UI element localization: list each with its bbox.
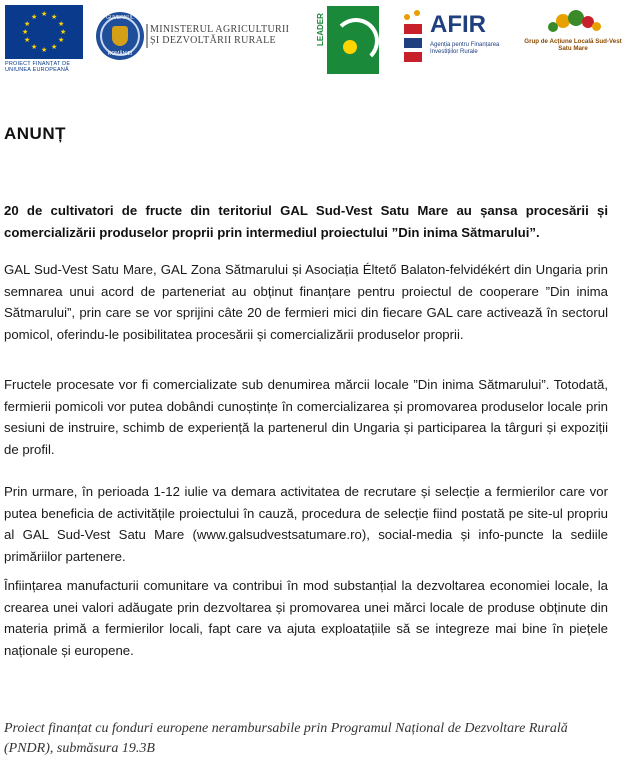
gal-logo — [518, 8, 628, 72]
romanian-government-seal-icon — [96, 12, 144, 60]
afir-logo — [402, 10, 507, 70]
ministry-name-line1: MINISTERUL AGRICULTURII — [150, 24, 290, 35]
lead-paragraph: 20 de cultivatori de fructe din teritoriul GAL Sud-Vest Satu Mare au șansa procesării și comercializării produselor proprii prin intermediul proiectului ”Din inima Sătmarului”. — [4, 203, 608, 240]
gal-name: Grup de Acțiune Locală Sud-Vest Satu Mare — [524, 38, 622, 52]
body-paragraph: GAL Sud-Vest Satu Mare, GAL Zona Sătmarului și Asociația Éltető Balaton-felvidékért din Ungaria prin semnarea unui acord de parteneriat au obținut finanțare pentru proiectul de cooperare ”Din inima Sătmarului”, prin care se vor sprijini câte 20 de fermieri mici din fiecare GAL care activează în sectorul pomicol, oferindu-le posibilitatea procesării și comercializării produselor proprii. — [4, 262, 608, 342]
ministry-name-line2: ȘI DEZVOLTĂRII RURALE — [150, 35, 276, 46]
government-seal-top-text: GUVERNUL — [106, 15, 134, 21]
government-logo — [96, 12, 146, 62]
gal-trees-icon — [518, 8, 628, 36]
leader-text: LEADER — [316, 13, 325, 46]
page-title: ANUNȚ — [4, 124, 66, 143]
leader-logo-icon — [315, 6, 379, 74]
afir-mark-icon — [402, 10, 426, 70]
eu-flag-icon: ★ ★ ★ ★ ★ ★ ★ ★ ★ ★ ★ ★ — [5, 5, 83, 59]
body-paragraph: Fructele procesate vor fi comercializate sub denumirea mărcii locale ”Din inima Sătmarului”. Totodată, fermierii pomicoli vor putea dobândi cunoștințe în comercializarea și promovarea produselor locale prin sesiuni de instruire, schimb de experiență la partenerul din Ungaria și participarea la târguri și expoziții de profil. — [4, 377, 608, 457]
afir-title: AFIR — [430, 11, 486, 38]
eu-caption: PROIECT FINANȚAT DE UNIUNEA EUROPEANĂ — [5, 61, 71, 73]
funding-footer: Proiect finanțat cu fonduri europene nerambursabile prin Programul Național de Dezvoltare Rurală (PNDR), submăsura 19.3B — [4, 721, 568, 756]
body-paragraph: Prin urmare, în perioada 1-12 iulie va demara activitatea de recrutare și selecție a fermierilor care vor putea beneficia de activitățile proiectului în cauză, procedura de selecție fiind postată pe site-ul propriu al GAL Sud-Vest Satu Mare (www.galsudvestsatumare.ro), social-media și info-puncte la sediile primăriilor partenere. — [4, 484, 608, 564]
afir-subtitle: Agenția pentru Finanțarea Investițiilor Rurale — [430, 42, 500, 55]
government-seal-bottom-text: ROMÂNIEI — [107, 51, 133, 57]
body-paragraph: Înființarea manufacturii comunitare va contribui în mod substanțial la dezvoltarea economiei locale, la crearea unei valori adăugate prin dezvoltarea și promovarea unei mărci locale de produse obținute din materia primă a fermierilor locali, fapt care va ajuta exploatațiile să se integreze mai bine în piețele naționale și europene. — [4, 578, 608, 658]
logo-header — [0, 0, 633, 80]
eu-logo — [5, 5, 85, 73]
ministry-logo — [150, 24, 310, 46]
leader-logo — [315, 6, 379, 74]
